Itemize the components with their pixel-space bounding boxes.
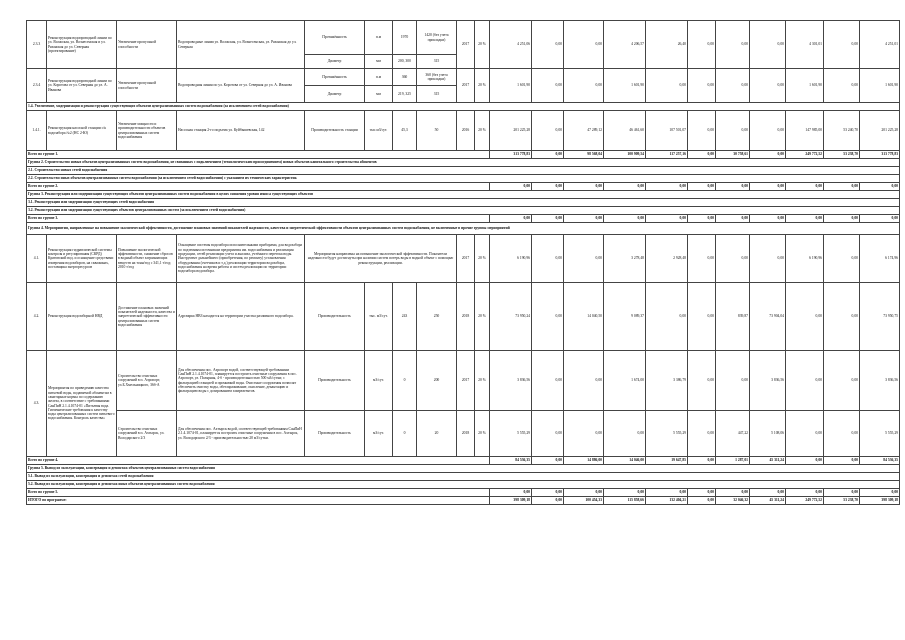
group-total-row	[27, 151, 900, 159]
cost-cell: 0,00	[716, 111, 750, 151]
cost-cell: 447,22	[716, 411, 750, 457]
section-title: 2.1. Строительство новых сетей водоснабжения	[27, 167, 900, 175]
row-number: 4.2.	[27, 283, 47, 351]
total-cell: 14 886,00	[564, 457, 604, 465]
total-label: Всего по группе 2.	[27, 183, 490, 191]
total-label: Всего по группе 5.	[27, 489, 490, 497]
total-cell: 0,00	[564, 215, 604, 223]
table-row	[27, 351, 900, 411]
section-header	[27, 207, 900, 215]
total-cell: 0,00	[750, 183, 786, 191]
cost-cell: 47 289,12	[564, 111, 604, 151]
cost-cell: 1 601,90	[786, 69, 824, 103]
cost-cell: 0,00	[532, 21, 564, 69]
cost-cell: 0,00	[716, 21, 750, 69]
cost-cell: 0,00	[688, 111, 716, 151]
indicator-before: 0	[393, 411, 417, 457]
total-cell: 0,00	[824, 215, 860, 223]
cost-cell: 0,00	[532, 235, 564, 283]
cost-cell: 0,00	[564, 351, 604, 411]
cost-cell: 0,00	[688, 235, 716, 283]
total-cell: 98 568,04	[564, 151, 604, 159]
section-header	[27, 465, 900, 473]
cost-cell: 0,00	[786, 411, 824, 457]
measure-location: Оснащение системы водозабора исполнительными приборами, для водозабора по подземным источникам предприятия им. водоснабжения и реализация продукции, сетей реализации учета и анализа, учтённого перетока воды. Инструмент дальнейшего (приобретения, по ремонту) установления оборудования (счетчиков и т.д.) реализации территории водозабора, водоснабжения на время работы и систем реализации по территории водозабора водозабора.	[177, 235, 305, 283]
cost-cell: 0,00	[646, 69, 688, 103]
cost-cell: 53 240,70	[824, 111, 860, 151]
total-cell: 0,00	[688, 215, 716, 223]
section-header	[27, 159, 900, 167]
total-cell: 53 238,70	[824, 497, 860, 505]
cost-cell: 0,00	[688, 69, 716, 103]
year: 2017	[457, 69, 475, 103]
measure-name: Реконструкция насосной станции с/к водозабора №2 (НС 2-Ю)	[47, 111, 117, 151]
total-cell: 0,00	[824, 489, 860, 497]
indicator-label: Диаметр	[305, 86, 365, 103]
total-label: Всего по группе 4.	[27, 457, 490, 465]
section-title: Группа 5. Вывод из эксплуатации, консервация и демонтаж объектов централизованных систем водоснабжения	[27, 465, 900, 473]
total-cell: 0,00	[716, 183, 750, 191]
indicator-after: 250	[417, 283, 457, 351]
cost-cell: 73 950,24	[490, 283, 532, 351]
indicator-after: 200	[417, 351, 457, 411]
cost-cell: 0,00	[716, 351, 750, 411]
cost-cell: 73 904,04	[750, 283, 786, 351]
total-cell: 0,00	[532, 497, 564, 505]
indicator-before: 219, 325	[393, 86, 417, 103]
total-cell: 0,00	[786, 215, 824, 223]
total-cell: 0,00	[564, 183, 604, 191]
year: 2018	[457, 283, 475, 351]
section-header	[27, 103, 900, 111]
row-number: 2.3.3	[27, 21, 47, 69]
section-title: 3.1. Реконструкция или модернизация существующих сетей водоснабжения	[27, 199, 900, 207]
total-cell: 0,00	[750, 489, 786, 497]
total-cell: 313 778,83	[490, 151, 532, 159]
rate: 20 %	[475, 411, 490, 457]
total-cell: 0,00	[532, 183, 564, 191]
cost-cell: 9 089,37	[604, 283, 646, 351]
cost-cell: 0,00	[688, 351, 716, 411]
cost-cell: 0,00	[604, 411, 646, 457]
cost-cell: 3 836,56	[490, 351, 532, 411]
cost-cell: 3 836,56	[860, 351, 900, 411]
section-header	[27, 199, 900, 207]
group-total-row	[27, 489, 900, 497]
cost-cell: 201 225,28	[860, 111, 900, 151]
indicator-unit: мм	[365, 86, 393, 103]
cost-cell: 0,00	[564, 21, 604, 69]
total-cell: 0,00	[490, 489, 532, 497]
indicator-before: 1970	[393, 21, 417, 55]
total-cell: 0,00	[824, 457, 860, 465]
cost-cell: 3 278,48	[604, 235, 646, 283]
measure-name: Мероприятия по приведению качества питьевой воды, подаваемой абонентам в санитарные нормы по содержанию железа, в соответствие с требованиями СанПиН 2.1.4.1074-01 «Питьевая вода. Гигиенические требования к качеству воды централизованных систем питьевого водоснабжения. Контроль качества»	[47, 351, 117, 457]
total-cell: 0,00	[824, 183, 860, 191]
indicator-label: Производительность	[305, 283, 365, 351]
cost-cell: 5 555,29	[490, 411, 532, 457]
cost-cell: 0,00	[824, 69, 860, 103]
cost-cell: 0,00	[786, 283, 824, 351]
cost-cell: 107 501,07	[646, 111, 688, 151]
measure-effect: Повышение экологической эффективности, снижение сбросов в водный объект загрязняющих веществ на тонн/год с 341,1 т/год; 2010 т/год	[117, 235, 177, 283]
measure-indicators: Мероприятия направлены на повышение экологической эффективности. Показатели надежности будут достигнуты при наличии систем потерь воды в водной объект с помощью реконструкции, реализации.	[305, 235, 457, 283]
total-cell: 0,00	[532, 489, 564, 497]
indicator-label: Производительность станции	[305, 111, 365, 151]
cost-cell: 46 461,60	[604, 111, 646, 151]
indicator-unit: м3/сут.	[365, 411, 393, 457]
indicator-label: Производительность	[305, 351, 365, 411]
total-label: Всего по группе 3.	[27, 215, 490, 223]
cost-cell: 5 555,29	[860, 411, 900, 457]
row-number: 4.1.	[27, 235, 47, 283]
cost-cell: 4 251,01	[860, 21, 900, 69]
section-title: 1.4. Увеличение, модернизация и реконструкция существующих объектов централизованных систем водоснабжения (за исключением сетей водоснабжения)	[27, 103, 900, 111]
measure-name: Реконструкция водопроводной линии по ул. Волжская, ул. Вознесенская и ул. Рязанская до ул. Северная (проектирование)	[47, 21, 117, 69]
cost-cell: 0,00	[564, 411, 604, 457]
measure-effect: Строительство очистных сооружений в п. Ахтырск, ул. Володарского 2/3	[117, 411, 177, 457]
cost-cell: 0,00	[716, 69, 750, 103]
section-header	[27, 167, 900, 175]
total-cell: 0,00	[786, 457, 824, 465]
indicator-before: 0	[393, 351, 417, 411]
total-cell: 0,00	[716, 215, 750, 223]
cost-cell: 0,00	[532, 111, 564, 151]
total-cell: 0,00	[750, 151, 786, 159]
year: 2016	[457, 111, 475, 151]
cost-cell: 0,00	[824, 235, 860, 283]
total-cell: 398 309,18	[490, 497, 532, 505]
cost-cell: 0,00	[646, 283, 688, 351]
rate: 20 %	[475, 69, 490, 103]
indicator-after: 50	[417, 111, 457, 151]
table-row	[27, 69, 900, 86]
cost-cell: 73 950,75	[860, 283, 900, 351]
cost-cell: 0,00	[750, 235, 786, 283]
table-row	[27, 283, 900, 351]
measure-effect: Строительство очистных сооружений в п. Аэропорт, ул.Б.Хмельницкого, 36б-А	[117, 351, 177, 411]
cost-cell: 1 674,00	[604, 351, 646, 411]
total-cell: 100 454,33	[564, 497, 604, 505]
section-title: 5.1. Вывод из эксплуатации, консервация и демонтаж сетей водоснабжения	[27, 473, 900, 481]
measure-name: Реконструкция гидравлической системы контроля и регулирования (СКРД) Кратовский вод. и оснащение средствами измерения водозаборов, на скважинах, поставщика энергоресурсов	[47, 235, 117, 283]
section-header	[27, 473, 900, 481]
row-number: 4.3.	[27, 351, 47, 457]
section-header	[27, 175, 900, 183]
section-header	[27, 223, 900, 235]
section-title: Группа 2. Строительство новых объектов централизованных систем водоснабжения, не связанных с подключением (технологическим присоединением) новых объектов капитального строительства абонентов	[27, 159, 900, 167]
total-cell: 0,00	[688, 497, 716, 505]
total-cell: 0,00	[604, 183, 646, 191]
cost-cell: 0,00	[532, 411, 564, 457]
measure-effect: Увеличение пропускной способности	[117, 21, 177, 69]
indicator-before: 243	[393, 283, 417, 351]
total-label: ИТОГО по программе:	[27, 497, 490, 505]
indicator-before: 360	[393, 69, 417, 86]
cost-cell: 201 225,28	[490, 111, 532, 151]
cost-cell: 0,00	[750, 111, 786, 151]
cost-cell: 1 601,90	[490, 69, 532, 103]
year: 2017	[457, 21, 475, 69]
cost-cell: 14 040,50	[564, 283, 604, 351]
indicator-after: 315	[417, 86, 457, 103]
total-cell: 53 238,70	[824, 151, 860, 159]
year: 2017	[457, 235, 475, 283]
indicator-before: 45,3	[393, 111, 417, 151]
section-header	[27, 191, 900, 199]
total-cell: 30 758,61	[716, 151, 750, 159]
table-row	[27, 21, 900, 55]
section-title: 5.2. Вывод из эксплуатации, консервация и демонтаж иных объектов централизованных систем водоснабжения	[27, 481, 900, 489]
total-cell: 32 046,32	[716, 497, 750, 505]
measure-name: Реконструкция водопроводной линии по ул. Коротова от ул. Северная до ул. А. Иванова	[47, 69, 117, 103]
indicator-label: Протяжённость	[305, 21, 365, 55]
total-cell: 0,00	[564, 489, 604, 497]
cost-cell: 0,00	[688, 411, 716, 457]
rate: 20 %	[475, 111, 490, 151]
measure-location: Для обеспечения пос. Аэропорт водой, соответствующей требованиям СанПиН 2.1.4.1074-01, планируется построить очистные сооружения в пос. Аэропорт, ул. Полярная, 4-б - производительностью 500 м3/сутки; с фильтрацией станцией и промывкой воды. Очистные сооружения позволят обеспечить очистку воды, обеззараживание, окисление, декантацию и фильтрацию воды с дозированием химреагентов.	[177, 351, 305, 411]
total-cell: 0,00	[688, 151, 716, 159]
total-cell: 19 647,85	[646, 457, 688, 465]
total-cell: 0,00	[688, 183, 716, 191]
section-header	[27, 481, 900, 489]
cost-cell: 1 601,90	[604, 69, 646, 103]
table-row	[27, 411, 900, 457]
cost-cell: 0,00	[532, 351, 564, 411]
total-cell: 0,00	[786, 183, 824, 191]
total-cell: 84 536,35	[860, 457, 900, 465]
total-cell: 45 311,24	[750, 497, 786, 505]
cost-cell: 0,00	[824, 21, 860, 69]
rate: 20 %	[475, 351, 490, 411]
group-total-row	[27, 183, 900, 191]
section-title: 3.2. Реконструкция или модернизация существующих объектов централизованных систем (за исключением сетей водоснабжения)	[27, 207, 900, 215]
rate: 20 %	[475, 235, 490, 283]
total-label: Всего по группе 1.	[27, 151, 490, 159]
measure-effect: Увеличение мощности и производительности объектов централизованных систем водоснабжения	[117, 111, 177, 151]
row-number: 1.4.1.	[27, 111, 47, 151]
cost-cell: 1 601,90	[860, 69, 900, 103]
total-cell: 0,00	[786, 489, 824, 497]
total-cell: 14 046,00	[604, 457, 646, 465]
total-cell: 0,00	[490, 215, 532, 223]
total-cell: 0,00	[532, 215, 564, 223]
rate: 20 %	[475, 21, 490, 69]
total-cell: 100 909,54	[604, 151, 646, 159]
year: 2017	[457, 351, 475, 411]
total-cell: 0,00	[532, 151, 564, 159]
cost-cell: 6 190,96	[490, 235, 532, 283]
total-cell: 249 772,52	[786, 151, 824, 159]
total-cell: 0,00	[860, 489, 900, 497]
total-cell: 117 257,16	[646, 151, 688, 159]
cost-cell: 0,00	[532, 283, 564, 351]
total-cell: 313 778,83	[860, 151, 900, 159]
cost-cell: 4 251,06	[490, 21, 532, 69]
group-total-row	[27, 215, 900, 223]
cost-cell: 839,87	[716, 283, 750, 351]
total-cell: 0,00	[646, 215, 688, 223]
indicator-unit: тыс. м3/сут.	[365, 283, 393, 351]
measure-location: Адрсварка НВЗ находится на территории участка разливного водозабора.	[177, 283, 305, 351]
total-cell: 132 404,21	[646, 497, 688, 505]
indicator-unit: мм	[365, 55, 393, 69]
total-cell: 115 858,66	[604, 497, 646, 505]
total-cell: 0,00	[716, 489, 750, 497]
total-cell: 0,00	[646, 183, 688, 191]
cost-cell: 0,00	[824, 283, 860, 351]
cost-cell: 0,00	[750, 21, 786, 69]
cost-cell: 5 108,06	[750, 411, 786, 457]
investment-program-table	[26, 20, 900, 505]
indicator-unit: п.м	[365, 69, 393, 86]
cost-cell: 0,00	[564, 235, 604, 283]
cost-cell: 0,00	[786, 351, 824, 411]
investment-program-sheet	[26, 20, 898, 505]
indicator-after: 1420 (без учета прокладки)	[417, 21, 457, 55]
cost-cell: 4 301,01	[786, 21, 824, 69]
total-cell: 0,00	[532, 457, 564, 465]
total-cell: 0,00	[688, 489, 716, 497]
cost-cell: 147 985,00	[786, 111, 824, 151]
total-cell: 0,00	[688, 457, 716, 465]
total-cell: 0,00	[860, 215, 900, 223]
cost-cell: 3 836,56	[750, 351, 786, 411]
cost-cell: 0,00	[564, 69, 604, 103]
total-cell: 398 309,18	[860, 497, 900, 505]
cost-cell: 3 386,79	[646, 351, 688, 411]
indicator-before: 200, 300	[393, 55, 417, 69]
total-cell: 0,00	[860, 183, 900, 191]
year: 2018	[457, 411, 475, 457]
cost-cell: 0,00	[532, 69, 564, 103]
indicator-label: Диаметр	[305, 55, 365, 69]
row-number: 2.3.4	[27, 69, 47, 103]
total-cell: 249 772,52	[786, 497, 824, 505]
section-title: Группа 4. Мероприятия, направленные на повышение экологической эффективности, достижение плановых значений показателей надежности, качества и энергетической эффективности объектов централизованных систем водоснабжения, не включенные в прочие группы мероприятий	[27, 223, 900, 235]
measure-effect: Увеличение пропускной способности	[117, 69, 177, 103]
cost-cell: 5 555,29	[646, 411, 688, 457]
cost-cell: 4 206,57	[604, 21, 646, 69]
cost-cell: 0,00	[716, 235, 750, 283]
rate: 20 %	[475, 283, 490, 351]
measure-location: Насосная станция 2-го подъема ул. Куйбышевская, 142	[177, 111, 305, 151]
cost-cell: 6 174,96	[860, 235, 900, 283]
indicator-after: 20	[417, 411, 457, 457]
indicator-unit: тыс.м3/сут.	[365, 111, 393, 151]
indicator-unit: п.м	[365, 21, 393, 55]
indicator-after: 315	[417, 55, 457, 69]
section-title: 2.2. Строительство иных объектов централизованных систем водоснабжения (за исключением сетей водоснабжения) с указанием их технических характеристик	[27, 175, 900, 183]
total-cell: 0,00	[750, 215, 786, 223]
indicator-unit: м3/сут.	[365, 351, 393, 411]
section-title: Группа 3. Реконструкция или модернизация существующих объектов централизованных систем водоснабжения в целях снижения уровня износа существующих объектов	[27, 191, 900, 199]
indicator-after: 360 (без учета прокладки)	[417, 69, 457, 86]
cost-cell: 26,40	[646, 21, 688, 69]
total-cell: 1 287,01	[716, 457, 750, 465]
measure-location: Для обеспечения пос. Ахтырск водой, соответствующей требованиям СанПиН 2.1.4.1074-01, планируется построить очистные сооружения в пос. Ахтырск, ул. Володарского 2/3 - производительностью 20 м3/сутки.	[177, 411, 305, 457]
indicator-label: Производительность	[305, 411, 365, 457]
cost-cell: 2 928,48	[646, 235, 688, 283]
cost-cell: 0,00	[824, 351, 860, 411]
cost-cell: 6 190,96	[786, 235, 824, 283]
cost-cell: 0,00	[824, 411, 860, 457]
measure-location: Водопроводная линия по ул. Коротова от ул. Северная до ул. А. Иванова	[177, 69, 305, 103]
total-cell: 0,00	[604, 489, 646, 497]
measure-effect: Достижение плановых значений показателей надежности, качества и энергетической эффективности централизованных систем водоснабжения	[117, 283, 177, 351]
total-cell: 0,00	[490, 183, 532, 191]
group-total-row	[27, 457, 900, 465]
total-cell: 84 536,35	[490, 457, 532, 465]
grand-total-row	[27, 497, 900, 505]
cost-cell: 0,00	[750, 69, 786, 103]
total-cell: 0,00	[646, 489, 688, 497]
table-row	[27, 111, 900, 151]
total-cell: 45 311,24	[750, 457, 786, 465]
measure-name: Реконструкция водозаборной НВД	[47, 283, 117, 351]
measure-location: Водопроводные линии ул. Волжская, ул. Вознесенская, ул. Рязанская до ул. Северная	[177, 21, 305, 69]
cost-cell: 0,00	[688, 283, 716, 351]
total-cell: 0,00	[604, 215, 646, 223]
indicator-label: Протяжённость	[305, 69, 365, 86]
table-row	[27, 235, 900, 283]
cost-cell: 0,00	[688, 21, 716, 69]
